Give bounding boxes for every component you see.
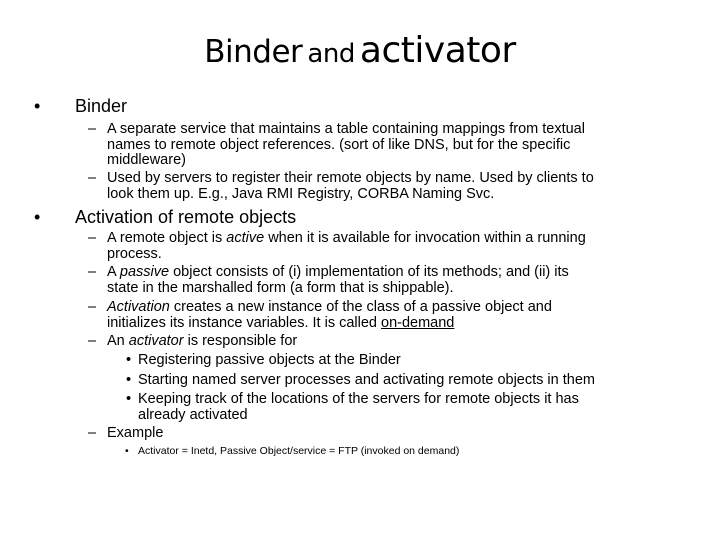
activator-item-3-line-1: Keeping track of the locations of the servers for remote objects it has [138, 391, 579, 407]
activation-sub-4-em: activator [128, 333, 184, 349]
dash-marker: – [88, 333, 97, 349]
dash-marker: – [88, 264, 97, 280]
activation-sub-3-line-2: initializes its instance variables. It is called [107, 314, 382, 331]
bullet-binder-label: Binder [75, 96, 128, 116]
example-item-text: Activator = Inetd, Passive Object/service = FTP (invoked on demand) [138, 445, 460, 457]
bullet-dot: • [126, 391, 132, 407]
title-word-and: and [307, 39, 355, 69]
activation-sub-3-underlined: on-demand [381, 314, 455, 331]
binder-sub-2-line-1: Used by servers to register their remote objects by name. Used by clients to [107, 170, 594, 186]
activation-sub-3-em: Activation [107, 299, 170, 315]
binder-sub-1-line-1: A separate service that maintains a table containing mappings from textual [107, 121, 585, 137]
activator-item-2-text: Starting named server processes and activating remote objects in them [138, 372, 595, 388]
bullet-dot: • [125, 445, 129, 457]
activation-sub-2-post: object consists of (i) implementation of its methods; and (ii) its [169, 264, 569, 280]
bullet-dot: • [126, 372, 132, 388]
activator-item-1-text: Registering passive objects at the Binder [138, 352, 401, 368]
dash-marker: – [88, 170, 97, 186]
dash-marker: – [88, 425, 97, 441]
binder-sub-1-line-2: names to remote object references. (sort of like DNS, but for the specific [107, 136, 571, 153]
activation-sub-1-line-2: process. [107, 245, 162, 262]
binder-sub-2-line-2: look them up. E.g., Java RMI Registry, CORBA Naming Svc. [107, 185, 495, 202]
dash-marker: – [88, 121, 97, 137]
bullet-dot: • [34, 207, 41, 227]
activation-sub-2-em: passive [119, 264, 170, 280]
activation-sub-1-em: active [226, 230, 265, 246]
title-word-activator: activator [359, 30, 516, 71]
bullet-dot: • [34, 96, 41, 116]
example-label: Example [107, 425, 164, 441]
bullet-dot: • [126, 352, 132, 368]
dash-marker: – [88, 299, 97, 315]
activation-sub-2-line-2: state in the marshalled form (a form that is shippable). [107, 279, 454, 296]
activation-sub-4-pre: An [107, 333, 129, 349]
activation-sub-1-post: when it is available for invocation within a running [264, 230, 586, 246]
activation-sub-4-post: is responsible for [183, 333, 298, 349]
title-word-binder: Binder [204, 34, 303, 70]
bullet-activation-label-bold: Activation [75, 207, 154, 227]
activation-sub-1-pre: A remote object is [107, 230, 227, 246]
activation-sub-2-pre: A [107, 264, 120, 280]
activation-sub-3-post: creates a new instance of the class of a passive object and [169, 299, 552, 315]
activator-item-3-line-2: already activated [138, 406, 248, 423]
bullet-activation-label-rest: of remote objects [153, 207, 297, 227]
dash-marker: – [88, 230, 97, 246]
binder-sub-1-line-3: middleware) [107, 152, 186, 168]
